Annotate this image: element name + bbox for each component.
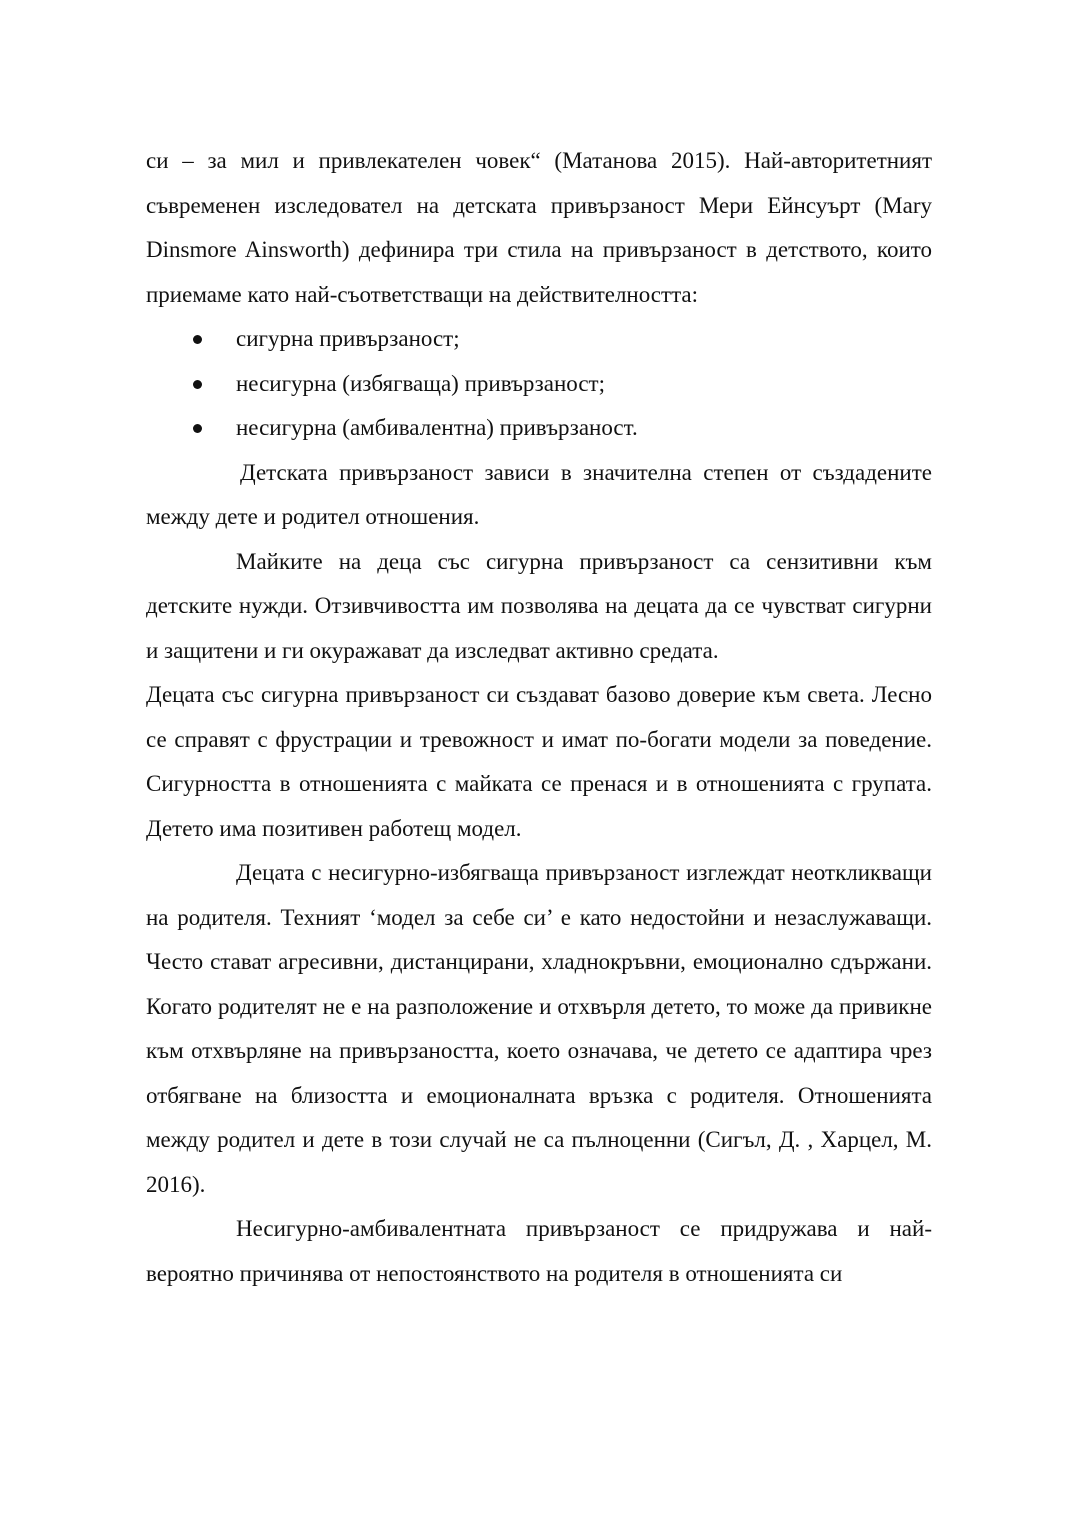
mothers-paragraph: Майките на деца със сигурна привързаност са сензитивни към детските нужди. Отзивчивостта им позволява на децата да се чувстват сигурни и защитени и ги окуражават да изследват активно средата. xyxy=(146,548,932,663)
secure-attachment-paragraph: Децата със сигурна привързаност си създават базово доверие към света. Лесно се справят с фрустрации и тревожност и имат по-богати модели за поведение. Сигурността в отношенията с майката се пренася и в отношенията с групата. Детето има позитивен работещ модел. xyxy=(146,682,932,841)
list-item-text: несигурна (амбивалентна) привързаност. xyxy=(236,415,638,440)
bullet-icon xyxy=(193,335,202,344)
ambivalent-attachment-paragraph: Несигурно-амбивалентната привързаност се придружава и най-вероятно причинява от непостоянството на родителя в отношенията си xyxy=(146,1216,932,1286)
list-item xyxy=(146,317,932,362)
bullet-icon xyxy=(193,424,202,433)
list-item xyxy=(146,406,932,451)
document-page xyxy=(146,139,932,1296)
list-item-text: сигурна привързаност; xyxy=(236,326,460,351)
intro-paragraph: си – за мил и привлекателен човек“ (Матанова 2015). Най-авторитетният съвременен изследовател на детската привързаност Мери Ейнсуърт (Mary Dinsmore Ainsworth) дефинира три стила на привързаност в детството, които приемаме като най-съответстващи на действителността: xyxy=(146,148,932,307)
bullet-icon xyxy=(193,380,202,389)
avoidant-attachment-paragraph: Децата с несигурно-избягваща привързаност изглеждат неоткликващи на родителя. Техният ‘модел за себе си’ е като недостойни и незаслужаващи. Често стават агресивни, дистанцирани, хладнокръвни, емоционално сдържани. Когато родителят не е на разположение и отхвърля детето, то може да привикне към отхвърляне на привързаността, което означава, че детето се адаптира чрез отбягване на близостта и емоционалната връзка с родителя. Отношенията между родител и дете в този случай не са пълноценни (Сигъл, Д. , Харцел, М. 2016). xyxy=(146,860,932,1197)
attachment-styles-list xyxy=(146,317,932,451)
dependence-paragraph: Детската привързаност зависи в значителна степен от създадените между дете и родител отношения. xyxy=(146,459,932,529)
list-item xyxy=(146,362,932,407)
list-item-text: несигурна (избягваща) привързаност; xyxy=(236,370,605,396)
